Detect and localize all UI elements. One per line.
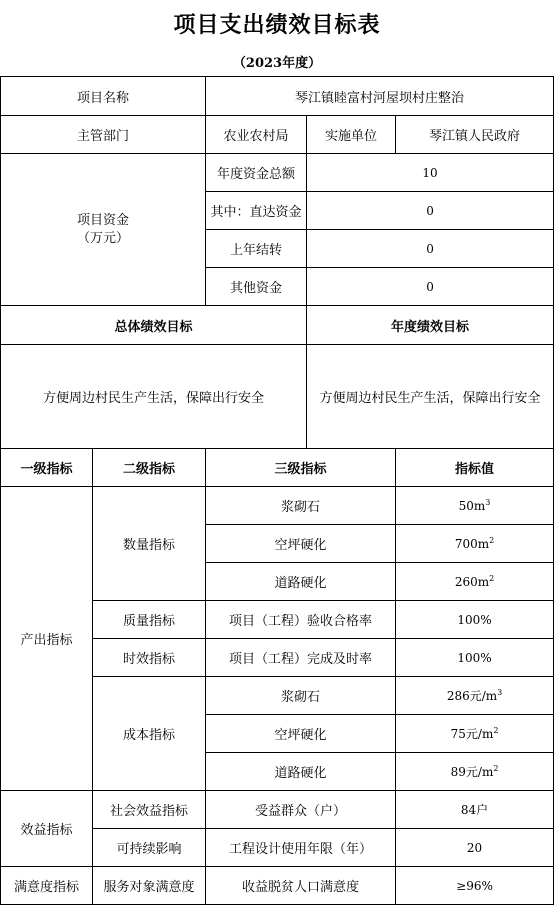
goals-header-row (1, 306, 554, 345)
indicator-name: 空坪硬化 (206, 715, 396, 753)
funds-label-line2: （万元） (77, 230, 130, 246)
funds-item-value: 0 (307, 268, 554, 306)
indicator-value: $700m^2$ (396, 525, 554, 563)
timeliness-indicator-label: 时效指标 (93, 639, 206, 677)
funds-item-value: 0 (307, 230, 554, 268)
benefit-indicator-label: 效益指标 (1, 791, 93, 867)
funds-item-label: 其他资金 (206, 268, 307, 306)
header-level1: 一级指标 (1, 449, 93, 487)
funds-label-line1: 项目资金 (77, 212, 130, 228)
annual-goal-header: 年度绩效目标 (307, 306, 554, 345)
funds-item-label: 上年结转 (206, 230, 307, 268)
performance-table (0, 76, 554, 905)
indicator-name: 项目（工程）完成及时率 (206, 639, 396, 677)
fiscal-year: （2023年度） (232, 55, 322, 71)
department-row (1, 116, 554, 154)
indicator-value: $260m^2$ (396, 563, 554, 601)
dept-label: 主管部门 (1, 116, 206, 154)
overall-goal-text: 方便周边村民生产生活，保障出行安全 (1, 345, 307, 449)
funds-item-value: 0 (307, 192, 554, 230)
indicator-value: 84户 (396, 791, 554, 829)
indicator-name: 浆砌石 (206, 677, 396, 715)
indicator-value: 75元$/m^2$ (396, 715, 554, 753)
indicator-row (1, 867, 554, 905)
indicator-value: 20 (396, 829, 554, 867)
overall-goal-header: 总体绩效目标 (1, 306, 307, 345)
funds-item-value: 10 (307, 154, 554, 192)
annual-goal-text: 方便周边村民生产生活，保障出行安全 (307, 345, 554, 449)
service-satisfaction-label: 服务对象满意度 (93, 867, 206, 905)
indicator-name: 项目（工程）验收合格率 (206, 601, 396, 639)
funds-row (1, 154, 554, 192)
dept-value: 农业农村局 (206, 116, 307, 154)
project-name-label: 项目名称 (1, 77, 206, 116)
indicator-value: 89元$/m^2$ (396, 753, 554, 791)
indicator-value: ≥96% (396, 867, 554, 905)
indicator-name: 道路硬化 (206, 753, 396, 791)
indicator-row (1, 791, 554, 829)
funds-item-label: 其中：直达资金 (206, 192, 307, 230)
project-name-row (1, 77, 554, 116)
funds-label (1, 154, 206, 306)
quantity-indicator-label: 数量指标 (93, 487, 206, 601)
indicator-name: 浆砌石 (206, 487, 396, 525)
cost-indicator-label: 成本指标 (93, 677, 206, 791)
indicator-value: $50m^3$ (396, 487, 554, 525)
indicator-header-row (1, 449, 554, 487)
header-level3: 三级指标 (206, 449, 396, 487)
indicator-value: 100% (396, 639, 554, 677)
project-name-value: 琴江镇睦富村河屋坝村庄整治 (206, 77, 554, 116)
goals-text-row (1, 345, 554, 449)
sustainability-label: 可持续影响 (93, 829, 206, 867)
header-level2: 二级指标 (93, 449, 206, 487)
indicator-name: 工程设计使用年限（年） (206, 829, 396, 867)
quality-indicator-label: 质量指标 (93, 601, 206, 639)
page-title: 项目支出绩效目标表 (173, 11, 381, 38)
indicator-value: 100% (396, 601, 554, 639)
indicator-name: 道路硬化 (206, 563, 396, 601)
header-value: 指标值 (396, 449, 554, 487)
funds-item-label: 年度资金总额 (206, 154, 307, 192)
output-indicator-label: 产出指标 (1, 487, 93, 791)
satisfaction-indicator-label: 满意度指标 (1, 867, 93, 905)
indicator-name: 收益脱贫人口满意度 (206, 867, 396, 905)
social-benefit-label: 社会效益指标 (93, 791, 206, 829)
indicator-name: 受益群众（户） (206, 791, 396, 829)
indicator-row (1, 487, 554, 525)
impl-unit-value: 琴江镇人民政府 (396, 116, 554, 154)
indicator-name: 空坪硬化 (206, 525, 396, 563)
indicator-value: 286元$/m^3$ (396, 677, 554, 715)
impl-unit-label: 实施单位 (307, 116, 396, 154)
